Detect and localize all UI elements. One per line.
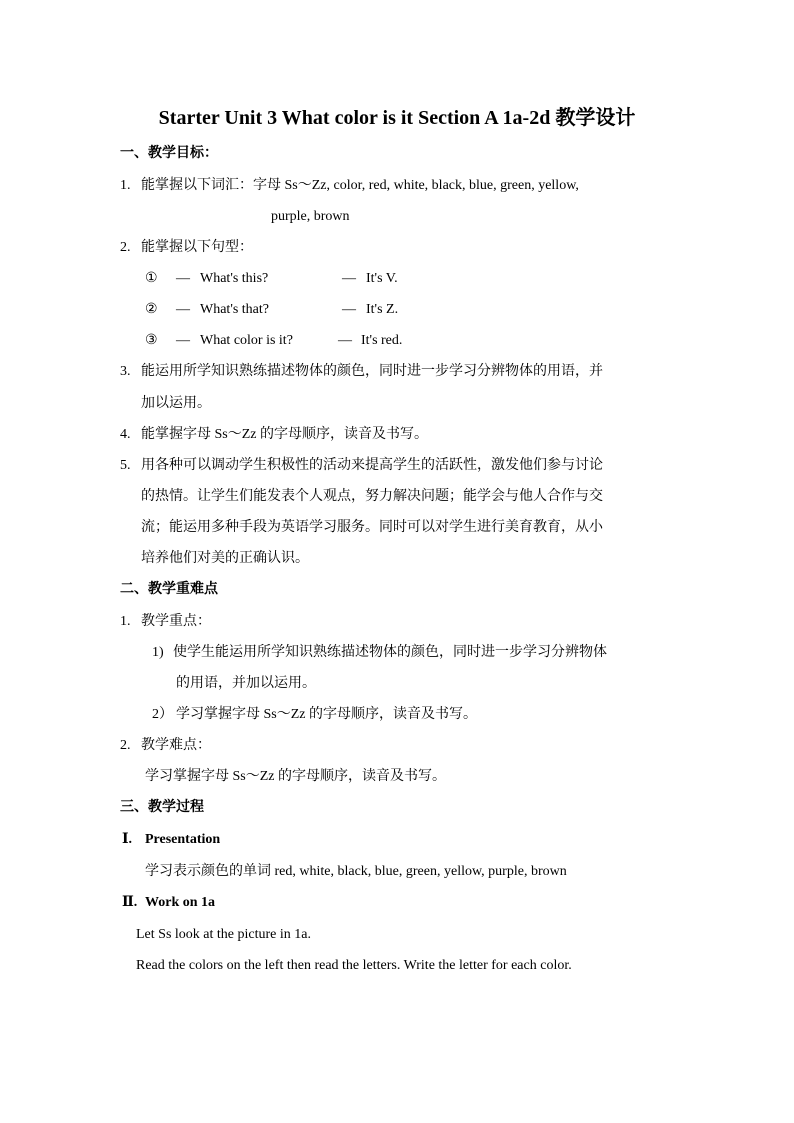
pattern-answer: It's V.: [366, 271, 398, 286]
pattern-dash: —: [342, 302, 356, 317]
objective-text: 培养他们对美的正确认识。: [141, 551, 309, 566]
pattern-question: What color is it?: [200, 333, 293, 348]
item-number: 2.: [120, 240, 131, 255]
pattern-dash: —: [342, 271, 356, 286]
section-heading-process: 三、教学过程: [120, 800, 204, 815]
objective-text: 加以运用。: [141, 396, 211, 411]
pattern-dash: —: [176, 333, 190, 348]
objective-text: 能掌握字母 Ss～Zz 的字母顺序，读音及书写。: [141, 427, 428, 442]
pattern-number: ①: [145, 271, 158, 286]
item-number: 5.: [120, 458, 131, 473]
key-point-label: 教学重点：: [141, 614, 211, 629]
step-roman-numeral: Ⅰ.: [122, 832, 133, 847]
document-title: Starter Unit 3 What color is it Section A 1a-2d 教学设计: [158, 107, 636, 129]
pattern-dash: —: [176, 271, 190, 286]
section-heading-objectives: 一、教学目标：: [120, 146, 218, 161]
step-text: Let Ss look at the picture in 1a.: [136, 927, 311, 942]
objective-text: 的热情。让学生们能发表个人观点，努力解决问题；能学会与他人合作与交: [141, 489, 603, 504]
step-text: Read the colors on the left then read the letters. Write the letter for each color.: [136, 958, 572, 973]
step-roman-numeral: Ⅱ.: [122, 895, 138, 910]
item-number: 2.: [120, 738, 131, 753]
step-text: 学习表示颜色的单词 red, white, black, blue, green, yellow, purple, brown: [145, 864, 567, 879]
key-point-text: 使学生能运用所学知识熟练描述物体的颜色，同时进一步学习分辨物体: [173, 645, 607, 660]
step-title: Presentation: [145, 832, 221, 847]
objective-text: 流；能运用多种手段为英语学习服务。同时可以对学生进行美育教育，从小: [141, 520, 603, 535]
pattern-number: ③: [145, 333, 158, 348]
vocabulary-line-cont: purple, brown: [271, 209, 350, 224]
pattern-answer: It's red.: [361, 333, 403, 348]
section-heading-key-points: 二、教学重难点: [120, 582, 218, 597]
item-number: 1.: [120, 614, 131, 629]
pattern-dash: —: [338, 333, 352, 348]
step-title: Work on 1a: [145, 895, 216, 910]
key-point-text: 学习掌握字母 Ss～Zz 的字母顺序，读音及书写。: [176, 707, 477, 722]
difficulty-label: 教学难点：: [141, 738, 211, 753]
item-number: 4.: [120, 427, 131, 442]
sub-item-number: 2）: [152, 707, 173, 722]
objective-text: 用各种可以调动学生积极性的活动来提高学生的活跃性，激发他们参与讨论: [141, 458, 603, 473]
difficulty-text: 学习掌握字母 Ss～Zz 的字母顺序，读音及书写。: [145, 769, 446, 784]
item-number: 3.: [120, 364, 131, 379]
pattern-number: ②: [145, 302, 158, 317]
item-number: 1.: [120, 178, 131, 193]
pattern-dash: —: [176, 302, 190, 317]
pattern-question: What's this?: [200, 271, 269, 286]
sub-item-number: 1): [152, 645, 164, 660]
sentence-patterns-label: 能掌握以下句型：: [141, 240, 253, 255]
vocabulary-line: 能掌握以下词汇：字母 Ss～Zz, color, red, white, black, blue, green, yellow,: [141, 178, 579, 193]
pattern-answer: It's Z.: [366, 302, 399, 317]
pattern-question: What's that?: [200, 302, 269, 317]
objective-text: 能运用所学知识熟练描述物体的颜色，同时进一步学习分辨物体的用语，并: [141, 364, 603, 379]
key-point-text: 的用语，并加以运用。: [176, 676, 316, 691]
